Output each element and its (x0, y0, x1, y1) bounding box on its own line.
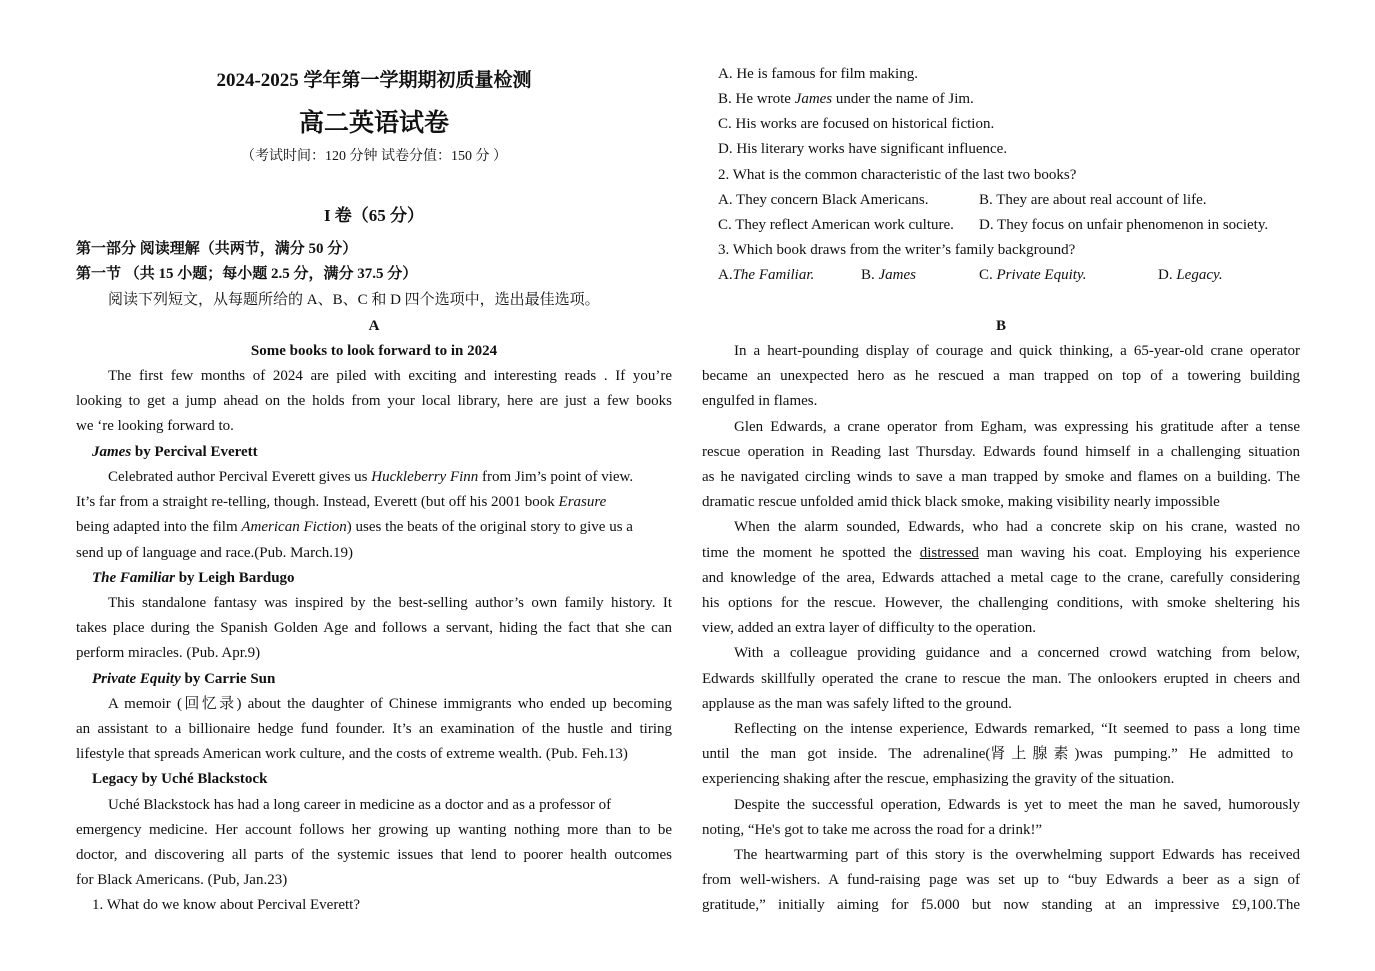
book-heading-legacy: Legacy by Uché Blackstock (92, 771, 268, 787)
book-text-line (76, 493, 672, 511)
q1-option-d: D. His literary works have significant influence. (718, 141, 1008, 157)
book-title: The Familiar (92, 570, 175, 586)
q1-option-a: A. He is famous for film making. (718, 66, 918, 82)
chinese-gloss: 肾上腺素 (990, 746, 1075, 762)
q3-option-d (1158, 266, 1223, 284)
book-heading-james (76, 443, 672, 461)
text-span: C. (979, 267, 997, 283)
passage-b-line: became an unexpected hero as he rescued a man trapped on top of a towering building (702, 368, 1300, 384)
book-text-line (76, 468, 672, 486)
text-span: man waving his coat. Employing his experience (978, 545, 1301, 561)
italic-title: American Fiction (241, 519, 347, 535)
text-span: )was pumping.” He admitted to (1074, 746, 1294, 762)
passage-a-intro-line: looking to get a jump ahead on the holds from your local library, here are just a few books (76, 393, 672, 409)
book-author: by Carrie Sun (180, 671, 276, 687)
text-span: ) uses the beats of the original story to give us a (346, 519, 633, 535)
exam-title: 2024-2025 学年第一学期期初质量检测 (216, 70, 532, 91)
subsection-heading: 第一节 （共 15 小题；每小题 2.5 分，满分 37.5 分） (76, 266, 418, 282)
instruction: 阅读下列短文，从每题所给的 A、B、C 和 D 四个选项中，选出最佳选项。 (108, 292, 600, 308)
book-text-line: takes place during the Spanish Golden Age and follows a servant, hiding the fact that she can (76, 620, 672, 636)
book-text-line: lifestyle that spreads American work culture, and the costs of extreme wealth. (Pub. Feh.13) (76, 746, 628, 762)
q1-option-b (702, 90, 1300, 108)
book-title: James (92, 444, 132, 460)
passage-a-letter: A (368, 318, 380, 334)
paper-title: 高二英语试卷 (298, 110, 449, 137)
q3-option-b (861, 266, 916, 284)
book-text-line: doctor, and discovering all parts of the systemic issues that lend to poorer health outcomes (76, 847, 672, 863)
passage-b-line: Despite the successful operation, Edwards is yet to meet the man he saved, humorously (734, 797, 1300, 813)
passage-a-intro-line: we ‘re looking forward to. (76, 418, 234, 434)
passage-b-line: When the alarm sounded, Edwards, who had a concrete skip on his crane, wasted no (734, 519, 1300, 535)
text-span: from Jim’s point of view. (478, 469, 634, 485)
book-text-line: send up of language and race.(Pub. March.19) (76, 545, 353, 561)
italic-title: James (794, 91, 833, 107)
question-1: 1. What do we know about Percival Everett? (92, 897, 360, 913)
book-heading-private-equity (76, 670, 672, 688)
underlined-word: distressed (919, 545, 979, 561)
passage-b-line: view, added an extra layer of difficulty to the operation. (702, 620, 1037, 636)
text-span: Celebrated author Percival Everett gives us (108, 469, 372, 485)
book-text-line: A memoir (回忆录) about the daughter of Chinese immigrants who ended up becoming (108, 696, 672, 712)
question-2: 2. What is the common characteristic of the last two books? (718, 167, 1077, 183)
part-heading: 第一部分 阅读理解（共两节，满分 50 分） (76, 241, 358, 257)
q3-option-a (718, 266, 814, 284)
passage-b-line: Reflecting on the intense experience, Edwards remarked, “It seemed to pass a long time (734, 721, 1300, 737)
book-author: by Leigh Bardugo (174, 570, 295, 586)
passage-a-title: Some books to look forward to in 2024 (250, 343, 498, 359)
passage-b-letter: B (995, 318, 1006, 334)
passage-b-line (702, 745, 1300, 763)
passage-b-line: With a colleague providing guidance and a concerned crowd watching from below, (734, 645, 1300, 661)
question-3: 3. Which book draws from the writer’s family background? (718, 242, 1076, 258)
passage-b-line: rescue operation in Reading last Thursday. Edwards found himself in a challenging situation (702, 444, 1300, 460)
passage-b-line: engulfed in flames. (702, 393, 818, 409)
book-author: by Percival Everett (131, 444, 258, 460)
italic-title: Legacy. (1176, 267, 1223, 283)
q2-option-b: B. They are about real account of life. (979, 192, 1207, 208)
passage-b-line: from well-wishers. A fund-raising page was set up to “buy Edwards a beer as a sign of (702, 872, 1300, 888)
passage-b-line: dramatic rescue unfolded amid thick black smoke, making visibility nearly impossible (702, 494, 1220, 510)
italic-title: James (878, 267, 917, 283)
text-span: B. (861, 267, 879, 283)
q3-option-c (979, 266, 1087, 284)
italic-title: The Familiar. (732, 267, 815, 283)
book-text-line: This standalone fantasy was inspired by the best-selling author’s own family history. It (108, 595, 672, 611)
passage-b-line: In a heart-pounding display of courage and quick thinking, a 65-year-old crane operator (734, 343, 1300, 359)
italic-title: Erasure (558, 494, 607, 510)
text-span: being adapted into the film (76, 519, 242, 535)
italic-title: Huckleberry Finn (371, 469, 479, 485)
passage-b-line: applause as the man was safely lifted to the ground. (702, 696, 1012, 712)
passage-b-line: as he navigated circling winds to save a man trapped by smoke and flames on a building. The (702, 469, 1300, 485)
text-span: A. (718, 267, 733, 283)
italic-title: Private Equity. (996, 267, 1087, 283)
passage-b-line: noting, “He's got to take me across the road for a drink!” (702, 822, 1043, 838)
book-text-line (76, 518, 672, 536)
book-title: Private Equity (92, 671, 181, 687)
passage-b-line: his options for the rescue. However, the challenging conditions, with smoke sheltering his (702, 595, 1300, 611)
passage-b-line (702, 544, 1300, 562)
book-text-line: emergency medicine. Her account follows her growing up wanting nothing more than to be (76, 822, 672, 838)
q1-option-c: C. His works are focused on historical fiction. (718, 116, 995, 132)
book-heading-familiar (76, 569, 672, 587)
volume-heading: I 卷（65 分） (323, 206, 425, 225)
passage-a-intro-line: The first few months of 2024 are piled with exciting and interesting reads . If you’re (108, 368, 672, 384)
q2-option-d: D. They focus on unfair phenomenon in society. (979, 217, 1269, 233)
q2-option-c: C. They reflect American work culture. (718, 217, 954, 233)
passage-b-line: and knowledge of the area, Edwards attached a metal cage to the crane, carefully considering (702, 570, 1300, 586)
text-span: time the moment he spotted the (702, 545, 920, 561)
passage-b-line: The heartwarming part of this story is the overwhelming support Edwards has received (734, 847, 1300, 863)
book-text-line: perform miracles. (Pub. Apr.9) (76, 645, 261, 661)
text-span: B. He wrote (718, 91, 795, 107)
passage-b-line: gratitude,” initially aiming for f5.000 but now standing at an impressive £9,100.The (702, 897, 1300, 913)
book-text-line: for Black Americans. (Pub, Jan.23) (76, 872, 288, 888)
text-span: It’s far from a straight re-telling, though. Instead, Everett (but off his 2001 book (76, 494, 559, 510)
passage-b-line: Edwards skillfully operated the crane to rescue the man. The onlookers erupted in cheers and (702, 671, 1300, 687)
book-text-line: Uché Blackstock has had a long career in medicine as a doctor and as a professor of (108, 797, 612, 813)
exam-info: （考试时间：120 分钟 试卷分值：150 分 ） (241, 149, 507, 164)
text-span: under the name of Jim. (832, 91, 974, 107)
passage-b-line: Glen Edwards, a crane operator from Egham, was expressing his gratitude after a tense (734, 419, 1300, 435)
book-text-line: an assistant to a billionaire hedge fund founder. It’s an examination of the hustle and tiring (76, 721, 672, 737)
passage-b-line: experiencing shaking after the rescue, emphasizing the gravity of the situation. (702, 771, 1175, 787)
text-span: D. (1158, 267, 1177, 283)
q2-option-a: A. They concern Black Americans. (718, 192, 929, 208)
text-span: until the man got inside. The adrenaline( (702, 746, 991, 762)
